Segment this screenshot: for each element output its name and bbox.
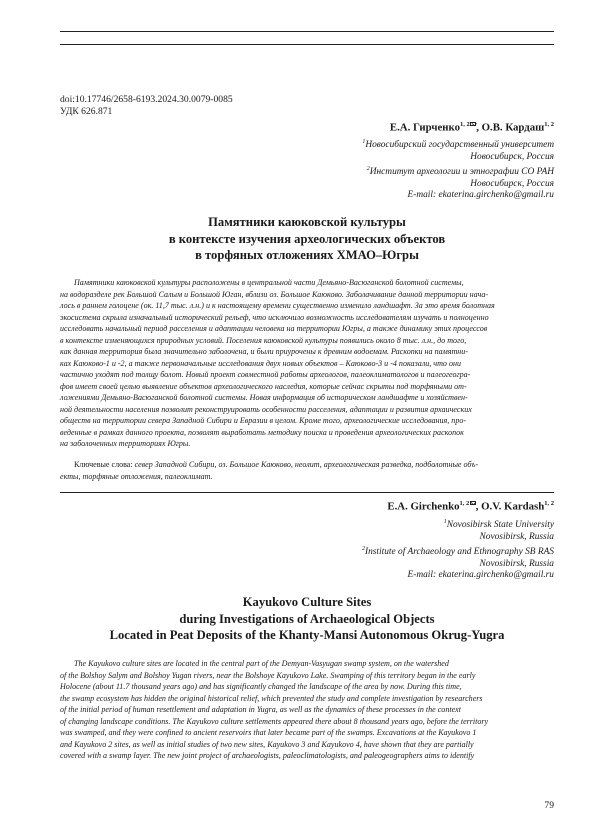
author-ru-2-affil: 1, 2	[544, 121, 554, 128]
author-ru-1-affil: 1, 2	[459, 121, 470, 128]
keywords-ru: Ключевые слова: север Западной Сибири, оз. Большое Каюково, неолит, археологическая разведка, подболотные объ- екты, торфяные отложения, палеоклимат.	[60, 460, 479, 481]
affiliations-ru	[362, 137, 554, 202]
affiliations-en	[362, 517, 554, 582]
email-line: E-mail: ekaterina.girchenko@gmail.ru	[407, 190, 554, 201]
author-en-2: , O.V. Kardash	[475, 500, 545, 513]
affiliation-line: $^1$Novosibirsk State University	[443, 519, 554, 531]
authors-ru	[390, 121, 554, 134]
title-ru: Памятники каюковской культуры в контексте изучения археологических объектов в торфяных отложениях ХМАО–Югры	[168, 215, 446, 262]
top-rule-secondary	[60, 44, 554, 45]
affiliation-line: Новосибирск, Россия	[470, 151, 554, 162]
page-number: 79	[544, 800, 554, 811]
affiliation-line: Novosibirsk, Russia	[479, 531, 554, 542]
abstract-ru: Памятники каюковской культуры расположены в центральной части Демьяно-Васюганской болотной системы, на водоразделе рек Большой Салым и Большой Юган, вблизи оз. Большое Каюково. Заболачивание данной территории нача- лось в раннем голоцене (ок. 11,7 тыс. л.н.) и к настоящему времени существенно изменило ландшафт. За это время болотная экосистема скрыла изначальный исторический рельеф, что исключило возможность исследователям изучать и полноценно исследовать начальный период расселения и адаптации человека на территории Югры, а также динамику этих процессов в контексте изменяющихся природных условий. Поселения каюковской культуры появились около 8 тыс. л.н., до того, как данная территория была значительно заболочена, и были приурочены к древним водоемам. Раскопки на памятни- ках Каюково-1 и -2, а также первоначальные исследования двух новых объектов – Каюково-3 и -4 показали, что они частично уходят под толщу болот. Новый проект совместной работы археологов, палеоклиматологов и палеогеогра- фов имеет своей целью выявление объектов археологического наследия, которые сейчас скрыты под торфяными от- ложениями Демьяно-Васюганской болотной системы. Новая информация об историческом ландшафте и хозяйствен- ной деятельности населения позволит реконструировать особенности расселения, адаптации и развития архаических обществ на территории севера Западной Сибири и Евразии в целом. Кроме того, археологические исследования, про- веденные в рамках данного проекта, позволят выработать методику поиска и проведения археологических раскопок на заболоченных территориях Югры.	[60, 278, 495, 448]
envelope-icon	[470, 122, 476, 127]
affiliation-line: $^2$Institute of Archaeology and Ethnography SB RAS	[361, 545, 554, 557]
affiliation-line: $^2$Институт археологии и этнографии СО РАН	[366, 165, 554, 177]
keywords-label: Ключевые слова:	[74, 460, 135, 469]
section-divider	[60, 492, 554, 493]
author-en-1: E.A. Girchenko	[387, 500, 460, 513]
udk: УДК 626.871	[60, 106, 113, 117]
author-en-1-affil: 1, 2	[459, 500, 470, 507]
doi: doi:10.17746/2658-6193.2024.30.0079-0085	[60, 94, 233, 105]
affiliation-line: Novosibirsk, Russia	[479, 558, 554, 569]
authors-en	[387, 500, 554, 513]
title-en: Kayukovo Culture Sites during Investigations of Archaeological Objects Located in Peat Deposits of the Khanty-Mansi Autonomous Okrug-Yugra	[109, 595, 505, 642]
email-line: E-mail: ekaterina.girchenko@gmail.ru	[407, 570, 554, 581]
author-ru-1: Е.А. Гирченко	[389, 121, 460, 134]
affiliation-line: $^1$Новосибирский государственный университет	[362, 139, 554, 151]
author-en-2-affil: 1, 2	[544, 500, 554, 507]
envelope-icon	[470, 501, 476, 506]
author-ru-2: , О.В. Кардаш	[476, 121, 545, 134]
top-rule	[60, 31, 554, 32]
abstract-en: The Kayukovo culture sites are located in the central part of the Demyan-Vasyugan swamp system, on the watershed of the Bolshoy Salym and Bolshoy Yugan rivers, near the Bolshoye Kayukovo Lake. Swamping of this territory began in the early Holocene (about 11.7 thousand years ago) and has significantly changed the landscape of the area by now. During this time, the swamp ecosystem has hidden the original historical relief, which prevented the study and complete investigation by researchers of the initial period of human resettlement and adaptation in Yugra, as well as the dynamics of these processes in the context of changing landscape conditions. The Kayukovo culture settlements appeared there about 8 thousand years ago, before the territory was swamped, and they were confined to ancient reservoirs that later became part of the swamps. Excavations at the Kayukovo 1 and Kayukovo 2 sites, as well as initial studies of two new sites, Kayukovo 3 and Kayukovo 4, have shown that they are partially covered with a swamp layer. The new joint project of archaeologists, paleoclimatologists, and paleogeographers aims to identify	[60, 659, 489, 760]
affiliation-line: Новосибирск, Россия	[470, 178, 554, 189]
